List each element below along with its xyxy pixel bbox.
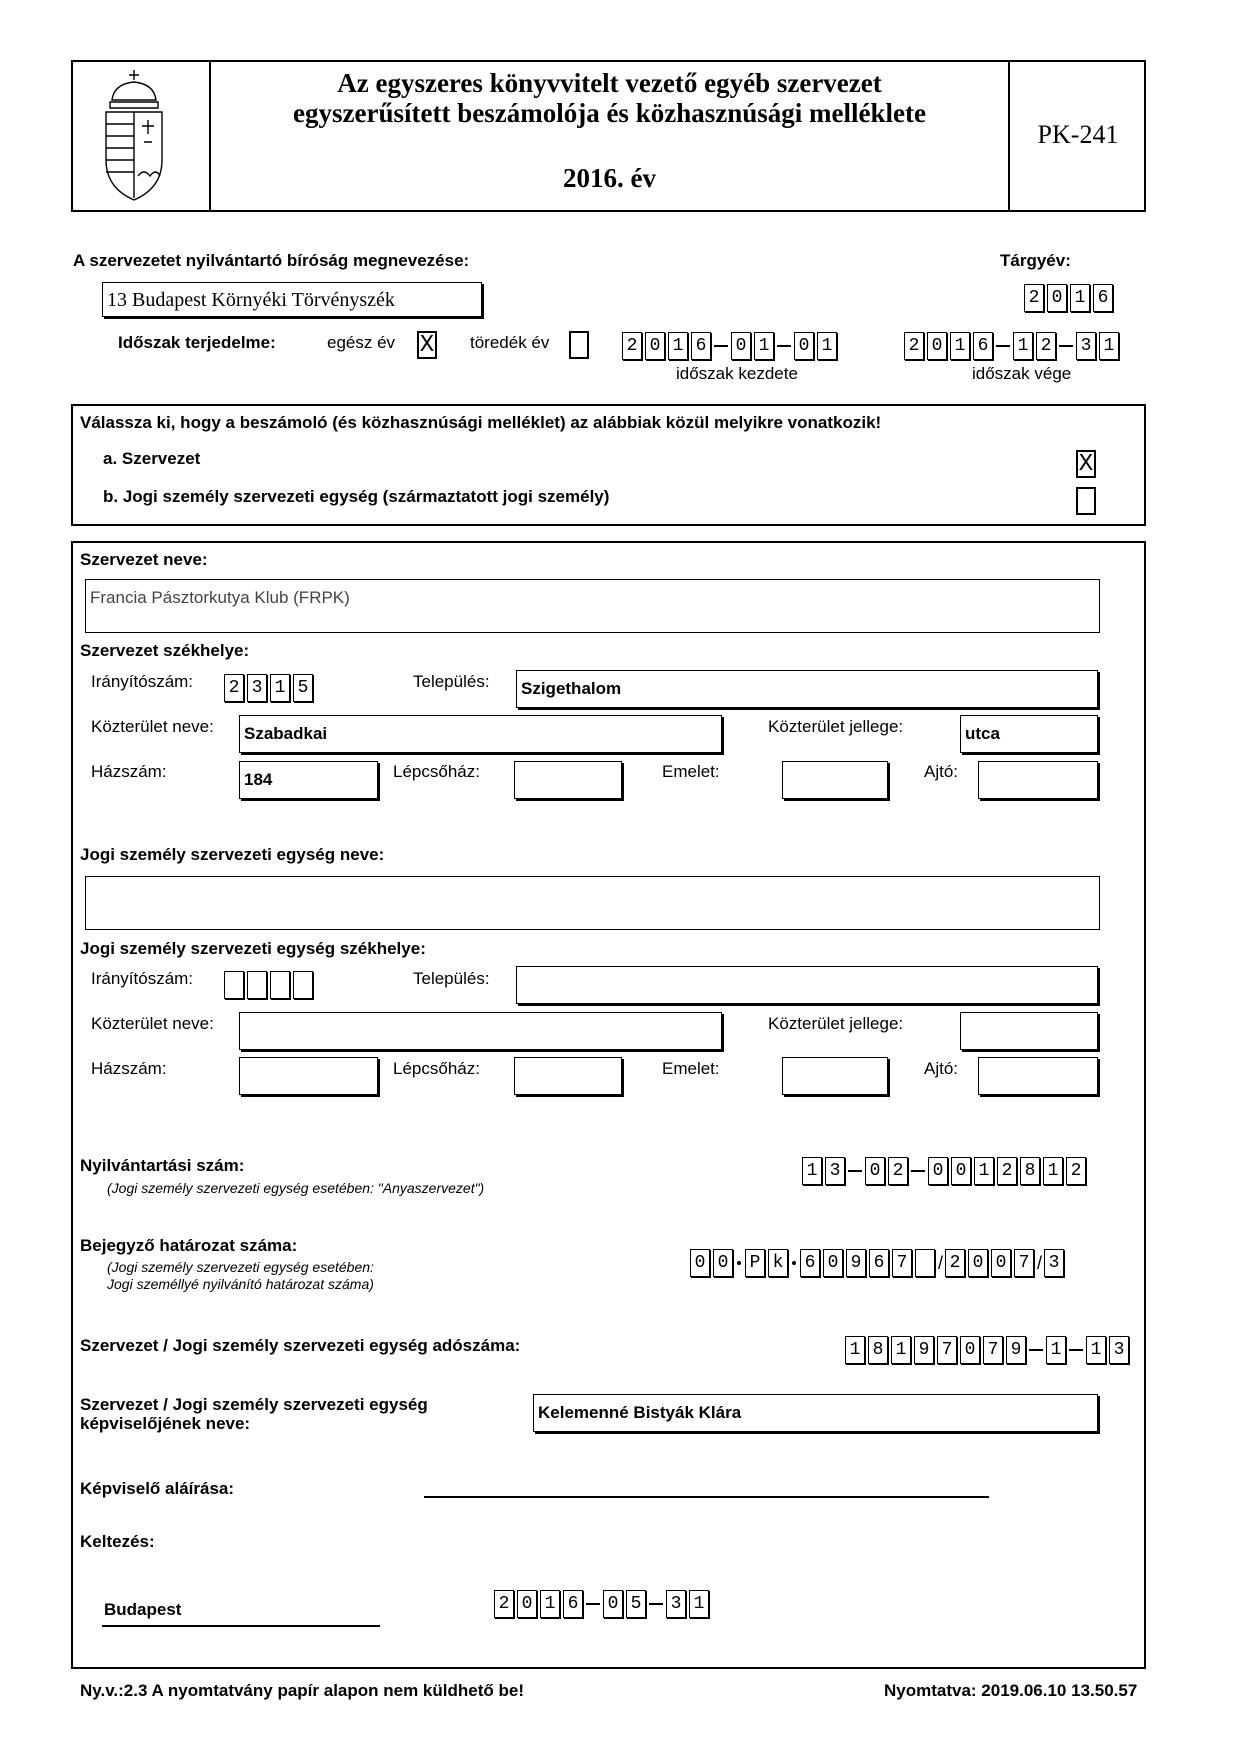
digit-cell[interactable]: 3 (666, 1590, 686, 1618)
org-house-field[interactable]: 184 (239, 761, 378, 799)
form-title-line2: egyszerűsített beszámolója és közhasznúsági melléklete (293, 98, 926, 128)
dash-separator (1059, 345, 1073, 347)
digit-cell[interactable]: 2 (622, 332, 642, 360)
digit-cell[interactable]: 1 (1046, 1336, 1066, 1364)
digit-cell[interactable]: 0 (991, 1249, 1011, 1277)
unit-house-label: Házszám: (91, 1059, 167, 1078)
org-seat-label: Szervezet székhelye: (80, 641, 250, 660)
digit-cell[interactable]: 3 (247, 674, 267, 702)
dated-place[interactable]: Budapest (104, 1600, 182, 1619)
digit-cell[interactable]: 2 (1066, 1157, 1086, 1185)
unit-street-field[interactable] (239, 1012, 722, 1050)
dash-separator (777, 345, 791, 347)
signature-line[interactable] (424, 1496, 989, 1498)
registration-number[interactable] (802, 1156, 1089, 1186)
digit-cell[interactable]: 1 (1043, 1157, 1063, 1185)
digit-cell[interactable]: 1 (950, 332, 970, 360)
period-end-date[interactable] (904, 331, 1122, 361)
dated-place-line (102, 1625, 380, 1627)
digit-cell[interactable]: 0 (794, 332, 814, 360)
digit-cell[interactable] (247, 971, 267, 999)
fraction-year-label: töredék év (470, 333, 550, 352)
org-street-type-field[interactable]: utca (960, 715, 1098, 753)
whole-year-label: egész év (327, 333, 396, 352)
option-a-checkbox[interactable]: X (1076, 450, 1096, 478)
representative-name-field[interactable]: Kelemenné Bistyák Klára (533, 1394, 1098, 1432)
decision-label: Bejegyző határozat száma: (80, 1236, 298, 1255)
option-b-checkbox[interactable] (1076, 487, 1096, 515)
unit-house-field[interactable] (239, 1057, 378, 1095)
org-name-field[interactable]: Francia Pásztorkutya Klub (FRPK) (85, 579, 1100, 633)
digit-cell[interactable]: 0 (603, 1590, 623, 1618)
dash-separator (848, 1170, 862, 1172)
court-name-field[interactable]: 13 Budapest Környéki Törvényszék (102, 282, 482, 317)
digit-cell[interactable]: 0 (927, 332, 947, 360)
subject-year-digits[interactable] (1024, 283, 1116, 313)
unit-door-label: Ajtó: (924, 1059, 959, 1078)
org-door-label: Ajtó: (924, 762, 959, 781)
unit-name-field[interactable] (85, 876, 1100, 930)
digit-cell[interactable]: 2 (945, 1249, 965, 1277)
form-code: PK-241 (1037, 120, 1119, 149)
digit-cell[interactable] (224, 971, 244, 999)
unit-street-label: Közterület neve: (91, 1014, 214, 1033)
decision-number[interactable] (690, 1248, 1067, 1278)
digit-cell[interactable]: 6 (869, 1249, 889, 1277)
digit-cell[interactable]: 1 (1070, 284, 1090, 312)
dash-separator (1069, 1349, 1083, 1351)
dash-separator (714, 345, 728, 347)
digit-cell[interactable]: 1 (817, 332, 837, 360)
unit-seat-label: Jogi személy szervezeti egység székhelye: (80, 939, 426, 958)
org-street-field[interactable]: Szabadkai (239, 715, 722, 753)
digit-cell[interactable]: 2 (997, 1157, 1017, 1185)
digit-cell[interactable]: 7 (892, 1249, 912, 1277)
digit-cell[interactable]: 6 (691, 332, 711, 360)
option-a-label: a. Szervezet (103, 449, 201, 468)
org-zip-digits[interactable] (224, 673, 316, 703)
digit-cell[interactable]: 8 (868, 1336, 888, 1364)
unit-name-label: Jogi személy szervezeti egység neve: (80, 845, 385, 864)
digit-cell[interactable]: 3 (1109, 1336, 1129, 1364)
org-city-label: Település: (413, 672, 490, 691)
decision-note-line2: Jogi személlyé nyilvánító határozat száma) (107, 1276, 374, 1292)
option-b-label: b. Jogi személy szervezeti egység (származtatott jogi személy) (103, 487, 610, 506)
digit-cell[interactable]: 1 (891, 1336, 911, 1364)
main-data-box (71, 541, 1146, 1669)
digit-cell[interactable]: 0 (968, 1249, 988, 1277)
coat-of-arms-icon (98, 66, 170, 206)
digit-cell[interactable]: 1 (845, 1336, 865, 1364)
form-year: 2016. év (563, 163, 656, 193)
org-name-label: Szervezet neve: (80, 550, 208, 569)
dash-separator (1029, 1349, 1043, 1351)
digit-cell[interactable]: 9 (846, 1249, 866, 1277)
digit-cell[interactable]: 1 (974, 1157, 994, 1185)
unit-floor-field[interactable] (782, 1057, 888, 1095)
digit-cell[interactable] (270, 971, 290, 999)
form-title-line1: Az egyszeres könyvvitelt vezető egyéb szervezet (337, 68, 882, 98)
decision-note-line1: (Jogi személy szervezeti egység esetében: (107, 1259, 374, 1275)
unit-street-type-label: Közterület jellege: (768, 1014, 904, 1033)
digit-cell[interactable]: 1 (689, 1590, 709, 1618)
digit-cell[interactable]: 7 (937, 1336, 957, 1364)
digit-cell[interactable]: 7 (1014, 1249, 1034, 1277)
digit-cell[interactable]: 0 (865, 1157, 885, 1185)
digit-cell[interactable]: 3 (825, 1157, 845, 1185)
digit-cell[interactable]: 8 (1020, 1157, 1040, 1185)
digit-cell[interactable]: 1 (1013, 332, 1033, 360)
tax-label: Szervezet / Jogi személy szervezeti egység adószáma: (80, 1336, 521, 1355)
digit-cell[interactable]: 1 (754, 332, 774, 360)
whole-year-checkbox[interactable]: X (417, 331, 437, 359)
unit-city-label: Település: (413, 969, 490, 988)
digit-cell[interactable]: 0 (713, 1249, 733, 1277)
digit-cell[interactable]: 1 (540, 1590, 560, 1618)
org-floor-label: Emelet: (662, 762, 720, 781)
choice-question: Válassza ki, hogy a beszámoló (és közhasznúsági melléklet) az alábbiak közül melyikre vonatkozik! (80, 413, 882, 432)
org-stair-label: Lépcsőház: (393, 762, 480, 781)
unit-door-field[interactable] (978, 1057, 1098, 1095)
digit-cell[interactable]: 0 (645, 332, 665, 360)
footer-note: Ny.v.:2.3 A nyomtatvány papír alapon nem küldhető be! (80, 1681, 524, 1700)
digit-cell[interactable]: 9 (914, 1336, 934, 1364)
period-start-caption: időszak kezdete (676, 364, 798, 383)
digit-cell[interactable]: 0 (823, 1249, 843, 1277)
fraction-year-checkbox[interactable] (569, 331, 589, 359)
unit-street-type-field[interactable] (960, 1012, 1098, 1050)
digit-cell[interactable]: P (745, 1249, 765, 1277)
digit-cell[interactable]: 7 (983, 1336, 1003, 1364)
digit-cell[interactable]: 6 (973, 332, 993, 360)
digit-cell[interactable]: 0 (928, 1157, 948, 1185)
digit-cell[interactable]: 2 (1036, 332, 1056, 360)
digit-cell[interactable]: 6 (800, 1249, 820, 1277)
digit-cell[interactable]: 0 (731, 332, 751, 360)
org-stair-field[interactable] (514, 761, 622, 799)
digit-cell[interactable]: 2 (224, 674, 244, 702)
org-door-field[interactable] (978, 761, 1098, 799)
print-timestamp: Nyomtatva: 2019.06.10 13.50.57 (884, 1681, 1138, 1700)
unit-zip-label: Irányítószám: (91, 969, 194, 988)
digit-cell[interactable]: 2 (494, 1590, 514, 1618)
unit-city-field[interactable] (516, 966, 1098, 1004)
digit-cell[interactable]: 1 (668, 332, 688, 360)
digit-cell[interactable]: 5 (626, 1590, 646, 1618)
dash-separator (586, 1603, 600, 1605)
org-floor-field[interactable] (782, 761, 888, 799)
subject-year-label: Tárgyév: (1000, 251, 1071, 270)
digit-cell[interactable]: 2 (904, 332, 924, 360)
unit-stair-label: Lépcsőház: (393, 1059, 480, 1078)
dot-separator (737, 1261, 741, 1265)
digit-cell[interactable]: 3 (1076, 332, 1096, 360)
dated-date[interactable] (494, 1589, 712, 1619)
digit-cell[interactable]: 1 (1086, 1336, 1106, 1364)
digit-cell[interactable]: 9 (1006, 1336, 1026, 1364)
dash-separator (649, 1603, 663, 1605)
digit-cell[interactable]: 1 (1099, 332, 1119, 360)
digit-cell[interactable]: 1 (802, 1157, 822, 1185)
dated-label: Keltezés: (80, 1532, 155, 1551)
digit-cell[interactable]: 2 (1024, 284, 1044, 312)
period-label: Időszak terjedelme: (118, 333, 276, 352)
representative-label-line1: Szervezet / Jogi személy szervezeti egység (80, 1395, 428, 1414)
digit-cell[interactable]: 5 (293, 674, 313, 702)
period-end-caption: időszak vége (972, 364, 1072, 383)
org-street-label: Közterület neve: (91, 717, 214, 736)
digit-cell[interactable]: 0 (1047, 284, 1067, 312)
digit-cell[interactable]: 0 (517, 1590, 537, 1618)
slash-separator: / (1037, 1252, 1043, 1273)
org-zip-label: Irányítószám: (91, 672, 194, 691)
digit-cell[interactable]: 6 (563, 1590, 583, 1618)
digit-cell[interactable]: 0 (960, 1336, 980, 1364)
tax-number[interactable] (845, 1335, 1132, 1365)
org-street-type-label: Közterület jellege: (768, 717, 904, 736)
org-city-field[interactable]: Szigethalom (516, 670, 1098, 708)
unit-stair-field[interactable] (514, 1057, 622, 1095)
digit-cell[interactable] (293, 971, 313, 999)
digit-cell[interactable]: k (768, 1249, 788, 1277)
slash-separator: / (938, 1252, 944, 1273)
digit-cell[interactable]: 0 (690, 1249, 710, 1277)
registration-note: (Jogi személy szervezeti egység esetében: "Anyaszervezet") (107, 1180, 485, 1196)
digit-cell[interactable]: 1 (270, 674, 290, 702)
period-start-date[interactable] (622, 331, 840, 361)
dash-separator (996, 345, 1010, 347)
digit-cell[interactable]: 2 (888, 1157, 908, 1185)
representative-label-line2: képviselőjének neve: (80, 1414, 251, 1433)
dash-separator (911, 1170, 925, 1172)
digit-cell[interactable]: 6 (1093, 284, 1113, 312)
digit-cell[interactable]: 3 (1044, 1249, 1064, 1277)
digit-cell[interactable]: 0 (951, 1157, 971, 1185)
org-house-label: Házszám: (91, 762, 167, 781)
registration-label: Nyilvántartási szám: (80, 1156, 245, 1175)
signature-label: Képviselő aláírása: (80, 1479, 235, 1498)
unit-floor-label: Emelet: (662, 1059, 720, 1078)
dot-separator (792, 1261, 796, 1265)
digit-cell[interactable] (915, 1249, 935, 1277)
unit-zip-digits[interactable] (224, 970, 316, 1000)
court-label: A szervezetet nyilvántartó bíróság megnevezése: (73, 251, 470, 270)
